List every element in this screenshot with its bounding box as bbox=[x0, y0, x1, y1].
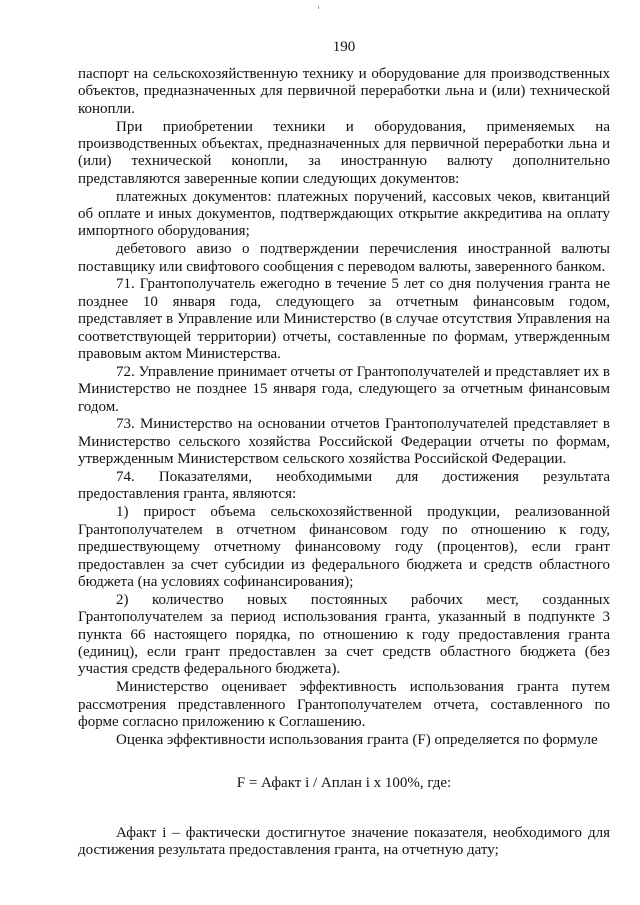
paragraph-indicator-2: 2) количество новых постоянных рабочих мест, созданных Грантополучателем за период использования гранта, указанный в подпункте 3 пункта 66 настоящего порядка, по отношению к году предоставления гранта (единиц), если грант предоставлен за счет средств областного бюджета (без участия средств федерального бюджета). bbox=[78, 591, 610, 678]
paragraph-payment-documents: платежных документов: платежных поручений, кассовых чеков, квитанций об оплате и иных документов, подтверждающих открытие аккредитива на оплату импортного оборудования; bbox=[78, 188, 610, 240]
paragraph-afact-definition: Афакт i – фактически достигнутое значение показателя, необходимого для достижения результата предоставления гранта, на отчетную дату; bbox=[78, 824, 610, 858]
paragraph-72: 72. Управление принимает отчеты от Грантополучателей и представляет их в Министерство не позднее 15 января года, следующего за отчетным финансовым годом. bbox=[78, 363, 610, 415]
paragraph-efficiency-formula-intro: Оценка эффективности использования гранта (F) определяется по формуле bbox=[116, 731, 598, 748]
paragraph-passport: паспорт на сельскохозяйственную технику и оборудование для производственных объектов, предназначенных для первичной переработки льна и (или) технической конопли. bbox=[78, 66, 610, 117]
efficiency-formula: F = Афакт i / Аплан i x 100%, где: bbox=[236, 775, 452, 792]
scan-mark bbox=[318, 6, 319, 9]
paragraph-debit-advice: дебетового авизо о подтверждении перечисления иностранной валюты поставщику или свифтового сообщения с переводом валюты, заверенного банком. bbox=[78, 241, 610, 275]
paragraph-71: 71. Грантополучатель ежегодно в течение 5 лет со дня получения гранта не позднее 10 января года, следующего за отчетным финансовым годом, представляет в Управление или Министерство (в случае отсутствия Управления на соответствующей территории) отчеты, составленные по формам, утвержденным правовым актом Министерства. bbox=[78, 276, 610, 363]
paragraph-ministry-evaluation: Министерство оценивает эффективность использования гранта путем рассмотрения представленного Грантополучателем отчета, составленного по форме согласно приложению к Соглашению. bbox=[78, 679, 610, 730]
paragraph-indicator-1: 1) прирост объема сельскохозяйственной продукции, реализованной Грантополучателем в отчетном финансовом году по отношению к году, предшествующему отчетному финансовому году (процентов), если грант предоставлен за счет субсидии из федерального бюджета и средств областного бюджета (на условиях софинансирования); bbox=[78, 504, 610, 590]
paragraph-73: 73. Министерство на основании отчетов Грантополучателей представляет в Министерство сельского хозяйства Российской Федерации отчеты по формам, утвержденным Министерством сельского хозяйства Российской Федерации. bbox=[78, 416, 610, 468]
paragraph-74: 74. Показателями, необходимыми для достижения результата предоставления гранта, являются: bbox=[78, 469, 610, 503]
paragraph-foreign-currency: При приобретении техники и оборудования, применяемых на производственных объектах, предназначенных для первичной переработки льна и (или) технической конопли, за иностранную валюту дополнительно представляются заверенные копии следующих документов: bbox=[78, 118, 610, 187]
document-page bbox=[78, 38, 610, 860]
page-number: 190 bbox=[332, 39, 356, 55]
